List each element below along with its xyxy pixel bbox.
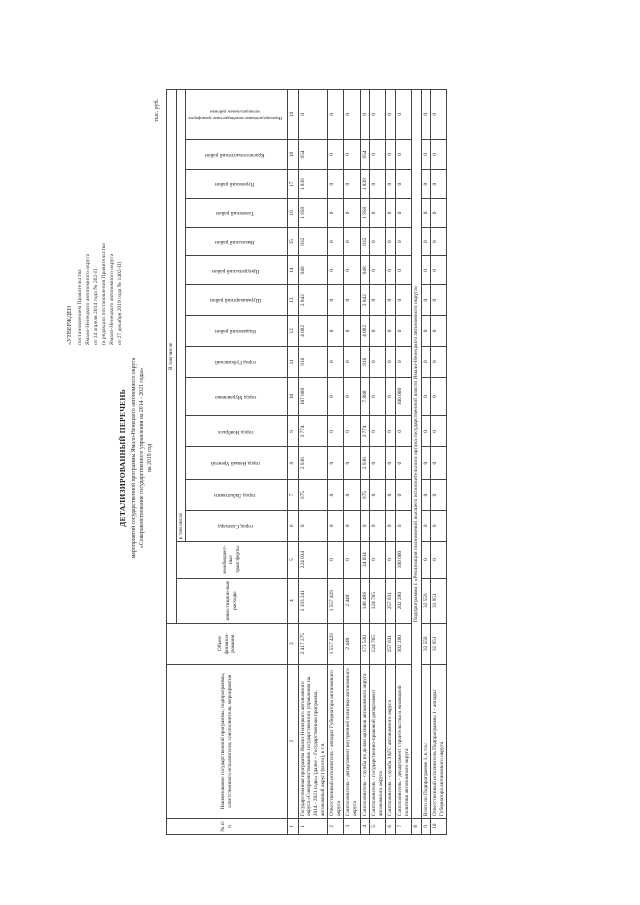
row-municipality-value: 7 888 [360,377,370,416]
row-municipality-value: 0 [431,169,447,198]
column-index: 2 [287,664,298,818]
row-transfers: 0 [344,541,360,578]
header-in-part: в том числе [176,89,186,541]
header-municipality [186,169,288,198]
column-index: 4 [287,578,298,623]
row-municipality-value: 0 [395,315,411,346]
row-municipality-value: 0 [386,89,396,139]
row-transfers: 0 [370,541,386,578]
row-municipality-value: 0 [386,479,396,510]
row-municipality-value: 0 [386,315,396,346]
row-investments: 257 831 [386,578,396,623]
row-municipality-value: 0 [370,416,386,447]
column-index: 8 [287,446,298,479]
row-municipality-value: 0 [431,510,447,541]
header-transfers: межбюджет-ные трансферты [176,541,287,578]
municipality-label: Тазовский район [216,209,255,216]
row-municipality-value: 0 [431,446,447,479]
row-total: 1 557 429 [328,623,344,664]
row-num: 10 [431,818,447,834]
row-municipality-value: 0 [298,89,327,139]
column-index: 19 [287,89,298,139]
row-municipality-value: 0 [370,139,386,170]
row-total: 172 530 [360,623,370,664]
column-index: 6 [287,510,298,541]
municipality-label: Приуральский район [211,267,259,274]
row-num: 9 [421,818,431,834]
row-total: 257 831 [386,623,396,664]
row-num: 2 [328,818,344,834]
row-municipality-value: 0 [431,89,447,139]
row-municipality-value: 0 [344,416,360,447]
row-transfers: 0 [386,541,396,578]
row-municipality-value: 0 [386,139,396,170]
row-municipality-value: 0 [344,284,360,315]
row-municipality-value: 0 [328,510,344,541]
row-municipality-value: 0 [386,377,396,416]
row-municipality-value: 0 [421,346,431,377]
header-municipality [186,346,288,377]
row-municipality-value: 0 [386,256,396,285]
row-municipality-value: 107 888 [298,377,327,416]
row-municipality-value: 0 [370,446,386,479]
row-municipality-value: 0 [386,510,396,541]
municipality-label: Красноселькупский район [205,151,265,158]
row-municipality-value: 2 936 [360,446,370,479]
row-municipality-value: 916 [360,346,370,377]
row-municipality-value: 0 [431,377,447,416]
row-investments: 124 765 [370,578,386,623]
table-row [421,89,431,834]
row-municipality-value: 3 774 [360,416,370,447]
table-row [395,89,411,834]
row-municipality-value: 954 [360,139,370,170]
table-row [328,89,344,834]
row-total: 2 417 275 [298,623,327,664]
header-investments: инвестицион-ные расходы [176,578,287,623]
row-municipality-value: 0 [344,315,360,346]
row-municipality-value: 0 [370,510,386,541]
row-municipality-value: 2 842 [360,284,370,315]
row-municipality-value: 1 839 [298,169,327,198]
row-municipality-value: 0 [344,227,360,256]
row-municipality-value: 0 [431,198,447,227]
subprogram-title: Подпрограмма 1 «Реализация полномочий высшего исполнительного органа государственной власти Ямало-Ненецкого автономного округа» [412,89,422,818]
row-municipality-value: 0 [360,89,370,139]
column-index: 15 [287,227,298,256]
row-municipality-value: 0 [328,446,344,479]
header-in-total: В том числе [167,89,177,623]
row-municipality-value: 0 [395,284,411,315]
row-municipality-value: 100 000 [395,377,411,416]
row-municipality-value: 2 936 [298,446,327,479]
row-municipality-value: 954 [298,139,327,170]
row-investments: 2 440 [344,578,360,623]
row-municipality-value: 0 [370,198,386,227]
row-municipality-value: 975 [298,479,327,510]
row-num: 4 [360,818,370,834]
row-municipality-value: 0 [370,377,386,416]
row-municipality-value: 916 [298,346,327,377]
municipality-label: Нераспределённые межбюджетные трансферты муниципальным районам [188,108,282,121]
document-title: ДЕТАЛИЗИРОВАННЫЙ ПЕРЕЧЕНЬ [118,388,127,527]
row-municipality-value: 948 [298,256,327,285]
row-municipality-value: 2 842 [298,284,327,315]
row-transfers: 0 [328,541,344,578]
approval-line: (в редакции постановления Правительства [101,242,107,345]
row-municipality-value: 948 [360,256,370,285]
row-municipality-value: 0 [386,198,396,227]
header-municipality [186,139,288,170]
approval-head: «УТВЕРЖДЕН [67,305,73,345]
column-index: 14 [287,256,298,285]
header-municipality [186,446,288,479]
table-row [344,89,360,834]
funding-table [166,89,447,835]
row-municipality-value: 932 [360,227,370,256]
row-name: Государственная программа Ямало-Ненецкого автономного округа «Совершенствование государственного управления на 2014 - 2021 годы» (далее – Государственная программа, автономный округ) (всего), в т.ч. [298,664,327,818]
row-municipality-value: 0 [431,346,447,377]
row-transfers: 0 [421,541,431,578]
row-municipality-value: 0 [328,284,344,315]
table-row [370,89,386,834]
row-municipality-value: 932 [298,227,327,256]
municipality-label: город Губкинский [214,358,256,365]
row-municipality-value: 0 [421,284,431,315]
row-total: 2 440 [344,623,360,664]
municipality-label: город Салехард [217,522,253,529]
row-municipality-value: 0 [421,169,431,198]
row-municipality-value: 0 [344,256,360,285]
header-municipality [186,416,288,447]
municipality-label: город Ноябрьск [217,428,253,435]
municipality-label: Ямальский район [215,238,255,245]
table-row [298,89,327,834]
row-municipality-value: 0 [421,446,431,479]
row-municipality-value: 0 [386,284,396,315]
row-name: Соисполнитель - служба по делам архивов автономного округа [360,664,370,818]
header-total: Объем финанси-рования [167,623,288,664]
header-municipality [186,377,288,416]
row-municipality-value: 0 [370,346,386,377]
row-municipality-value: 1 958 [360,198,370,227]
row-municipality-value: 0 [431,284,447,315]
row-name: Соисполнитель - государственно-правовой департамент автономного округа [370,664,386,818]
column-index: 5 [287,541,298,578]
row-municipality-value: 0 [328,346,344,377]
row-num: 5 [370,818,386,834]
header-municipality [186,284,288,315]
program-name: «Совершенствование государственного управления на 2014 - 2021 годы» [139,367,145,548]
row-municipality-value: 0 [421,479,431,510]
row-municipality-value: 0 [431,227,447,256]
header-num: № п/п [167,818,288,834]
row-municipality-value: 0 [421,227,431,256]
row-municipality-value: 0 [431,416,447,447]
row-municipality-value: 0 [328,315,344,346]
row-municipality-value: 0 [395,479,411,510]
row-investments: 32 559 [421,578,431,623]
row-municipality-value: 0 [386,227,396,256]
row-municipality-value: 0 [370,256,386,285]
table-row [386,89,396,834]
row-municipality-value: 0 [395,446,411,479]
row-num: 6 [386,818,396,834]
row-municipality-value: 3 774 [298,416,327,447]
approval-line: от 14 апреля 2014 года № 262-П [93,268,99,345]
row-transfers: 100 000 [395,541,411,578]
row-investments: 2 193 241 [298,578,327,623]
column-index-row [287,89,298,834]
municipality-label: город Новый Уренгой [210,459,260,466]
row-municipality-value: 0 [328,139,344,170]
row-name: Соисполнитель - служба ЗАГС автономного округа [386,664,396,818]
rotated-document [58,63,598,863]
row-municipality-value: 0 [386,446,396,479]
column-index: 10 [287,377,298,416]
row-total: 31 951 [431,623,447,664]
row-municipality-value: 0 [431,315,447,346]
row-municipality-value: 0 [421,198,431,227]
row-municipality-value: 0 [370,479,386,510]
row-municipality-value: 0 [421,377,431,416]
row-name: Соисполнитель - департамент внутренней политики автономного округа [344,664,360,818]
municipality-label: Пуровский район [215,181,255,187]
approval-line: Ямало-Ненецкого автономного округа [85,253,91,345]
municipality-label: город Лабытнанги [214,491,256,498]
header-municipality [186,89,288,139]
row-municipality-value: 0 [344,139,360,170]
row-municipality-value: 975 [360,479,370,510]
header-municipality [186,315,288,346]
row-municipality-value: 0 [395,169,411,198]
row-municipality-value: 0 [370,89,386,139]
table-row [431,89,447,834]
row-name: Всего по Подпрограмме 1, в т.ч.: [421,664,431,818]
row-municipality-value: 0 [395,89,411,139]
column-index: 12 [287,315,298,346]
row-municipality-value: 0 [328,169,344,198]
row-num: 3 [344,818,360,834]
municipality-label: Шурышкарский район [209,296,261,303]
column-index: 9 [287,416,298,447]
row-name: Соисполнитель - департамент строительства и жилищной политики автономного округа [395,664,411,818]
row-municipality-value: 4 082 [360,315,370,346]
column-index: 7 [287,479,298,510]
row-municipality-value: 0 [370,315,386,346]
document-subtitle: мероприятий государственной программы Ямало-Ненецкого автономного округа [131,357,137,558]
row-municipality-value: 0 [344,479,360,510]
row-municipality-value: 0 [344,446,360,479]
row-investments: 202 280 [395,578,411,623]
row-municipality-value: 0 [344,346,360,377]
row-municipality-value: 4 082 [298,315,327,346]
row-transfers: 224 034 [298,541,327,578]
document-title-block [118,223,154,693]
row-municipality-value: 0 [328,256,344,285]
header-municipality [186,227,288,256]
row-municipality-value: 0 [328,89,344,139]
row-municipality-value: 0 [328,198,344,227]
row-municipality-value: 0 [395,256,411,285]
column-index: 1 [287,818,298,834]
row-num: 1 [298,818,327,834]
row-transfers: 0 [431,541,447,578]
row-num: 7 [395,818,411,834]
row-municipality-value: 0 [395,198,411,227]
row-municipality-value: 0 [328,377,344,416]
row-transfers: 24 034 [360,541,370,578]
column-index: 3 [287,623,298,664]
row-municipality-value: 0 [344,510,360,541]
row-municipality-value: 0 [395,510,411,541]
row-name: Ответственный исполнитель - аппарат Губернатора автономного округа [328,664,344,818]
row-municipality-value: 0 [344,89,360,139]
subprogram-row [412,89,422,834]
row-municipality-value: 0 [395,227,411,256]
row-municipality-value: 0 [328,416,344,447]
municipality-label: Надымский район [214,327,256,334]
table-row [360,89,370,834]
row-municipality-value: 0 [328,227,344,256]
row-name: Ответственный исполнитель Подпрограммы 1 - аппарат Губернатора автономного округа [431,664,447,818]
row-total: 302 280 [395,623,411,664]
row-municipality-value: 0 [370,227,386,256]
column-index: 18 [287,139,298,170]
year-line: на 2019 год [147,443,153,472]
row-investments: 148 496 [360,578,370,623]
row-num: 8 [412,818,422,834]
header-municipality [186,256,288,285]
row-municipality-value: 0 [386,169,396,198]
row-investments: 1 557 429 [328,578,344,623]
row-municipality-value: 0 [344,377,360,416]
header-municipality [186,510,288,541]
column-index: 11 [287,346,298,377]
row-municipality-value: 0 [386,416,396,447]
row-investments: 31 951 [431,578,447,623]
row-municipality-value: 1 839 [360,169,370,198]
approval-line: постановлением Правительства [77,268,83,345]
row-municipality-value: 0 [421,510,431,541]
municipality-label: город Муравленко [214,393,256,400]
row-municipality-value: 0 [360,510,370,541]
row-municipality-value: 0 [421,89,431,139]
row-municipality-value: 0 [431,256,447,285]
row-municipality-value: 0 [395,346,411,377]
row-municipality-value: 0 [421,416,431,447]
row-municipality-value: 0 [344,198,360,227]
row-municipality-value: 0 [328,479,344,510]
approval-line: от 27 декабря 2019 года № 1402-П) [117,261,123,345]
row-municipality-value: 0 [370,169,386,198]
header-municipality [186,479,288,510]
approval-stamp [66,155,124,345]
row-municipality-value: 0 [431,139,447,170]
row-municipality-value: 0 [421,139,431,170]
row-municipality-value: 0 [386,346,396,377]
approval-line: Ямало-Ненецкого автономного округа [109,253,115,345]
column-index: 16 [287,198,298,227]
row-municipality-value: 0 [421,315,431,346]
row-municipality-value: 0 [395,416,411,447]
row-municipality-value: 1 958 [298,198,327,227]
row-municipality-value: 0 [395,139,411,170]
row-municipality-value: 0 [431,479,447,510]
row-municipality-value: 0 [298,510,327,541]
row-municipality-value: 0 [344,169,360,198]
units-label: тыс. руб. [154,98,160,122]
row-municipality-value: 0 [421,256,431,285]
column-index: 17 [287,169,298,198]
header-municipality [186,198,288,227]
row-municipality-value: 0 [370,284,386,315]
row-total: 124 765 [370,623,386,664]
row-total: 32 559 [421,623,431,664]
column-index: 13 [287,284,298,315]
header-name: Наименование государственной программы, подпрограммы, ответственного исполнителя, соисполнителя, мероприятия [167,664,288,818]
